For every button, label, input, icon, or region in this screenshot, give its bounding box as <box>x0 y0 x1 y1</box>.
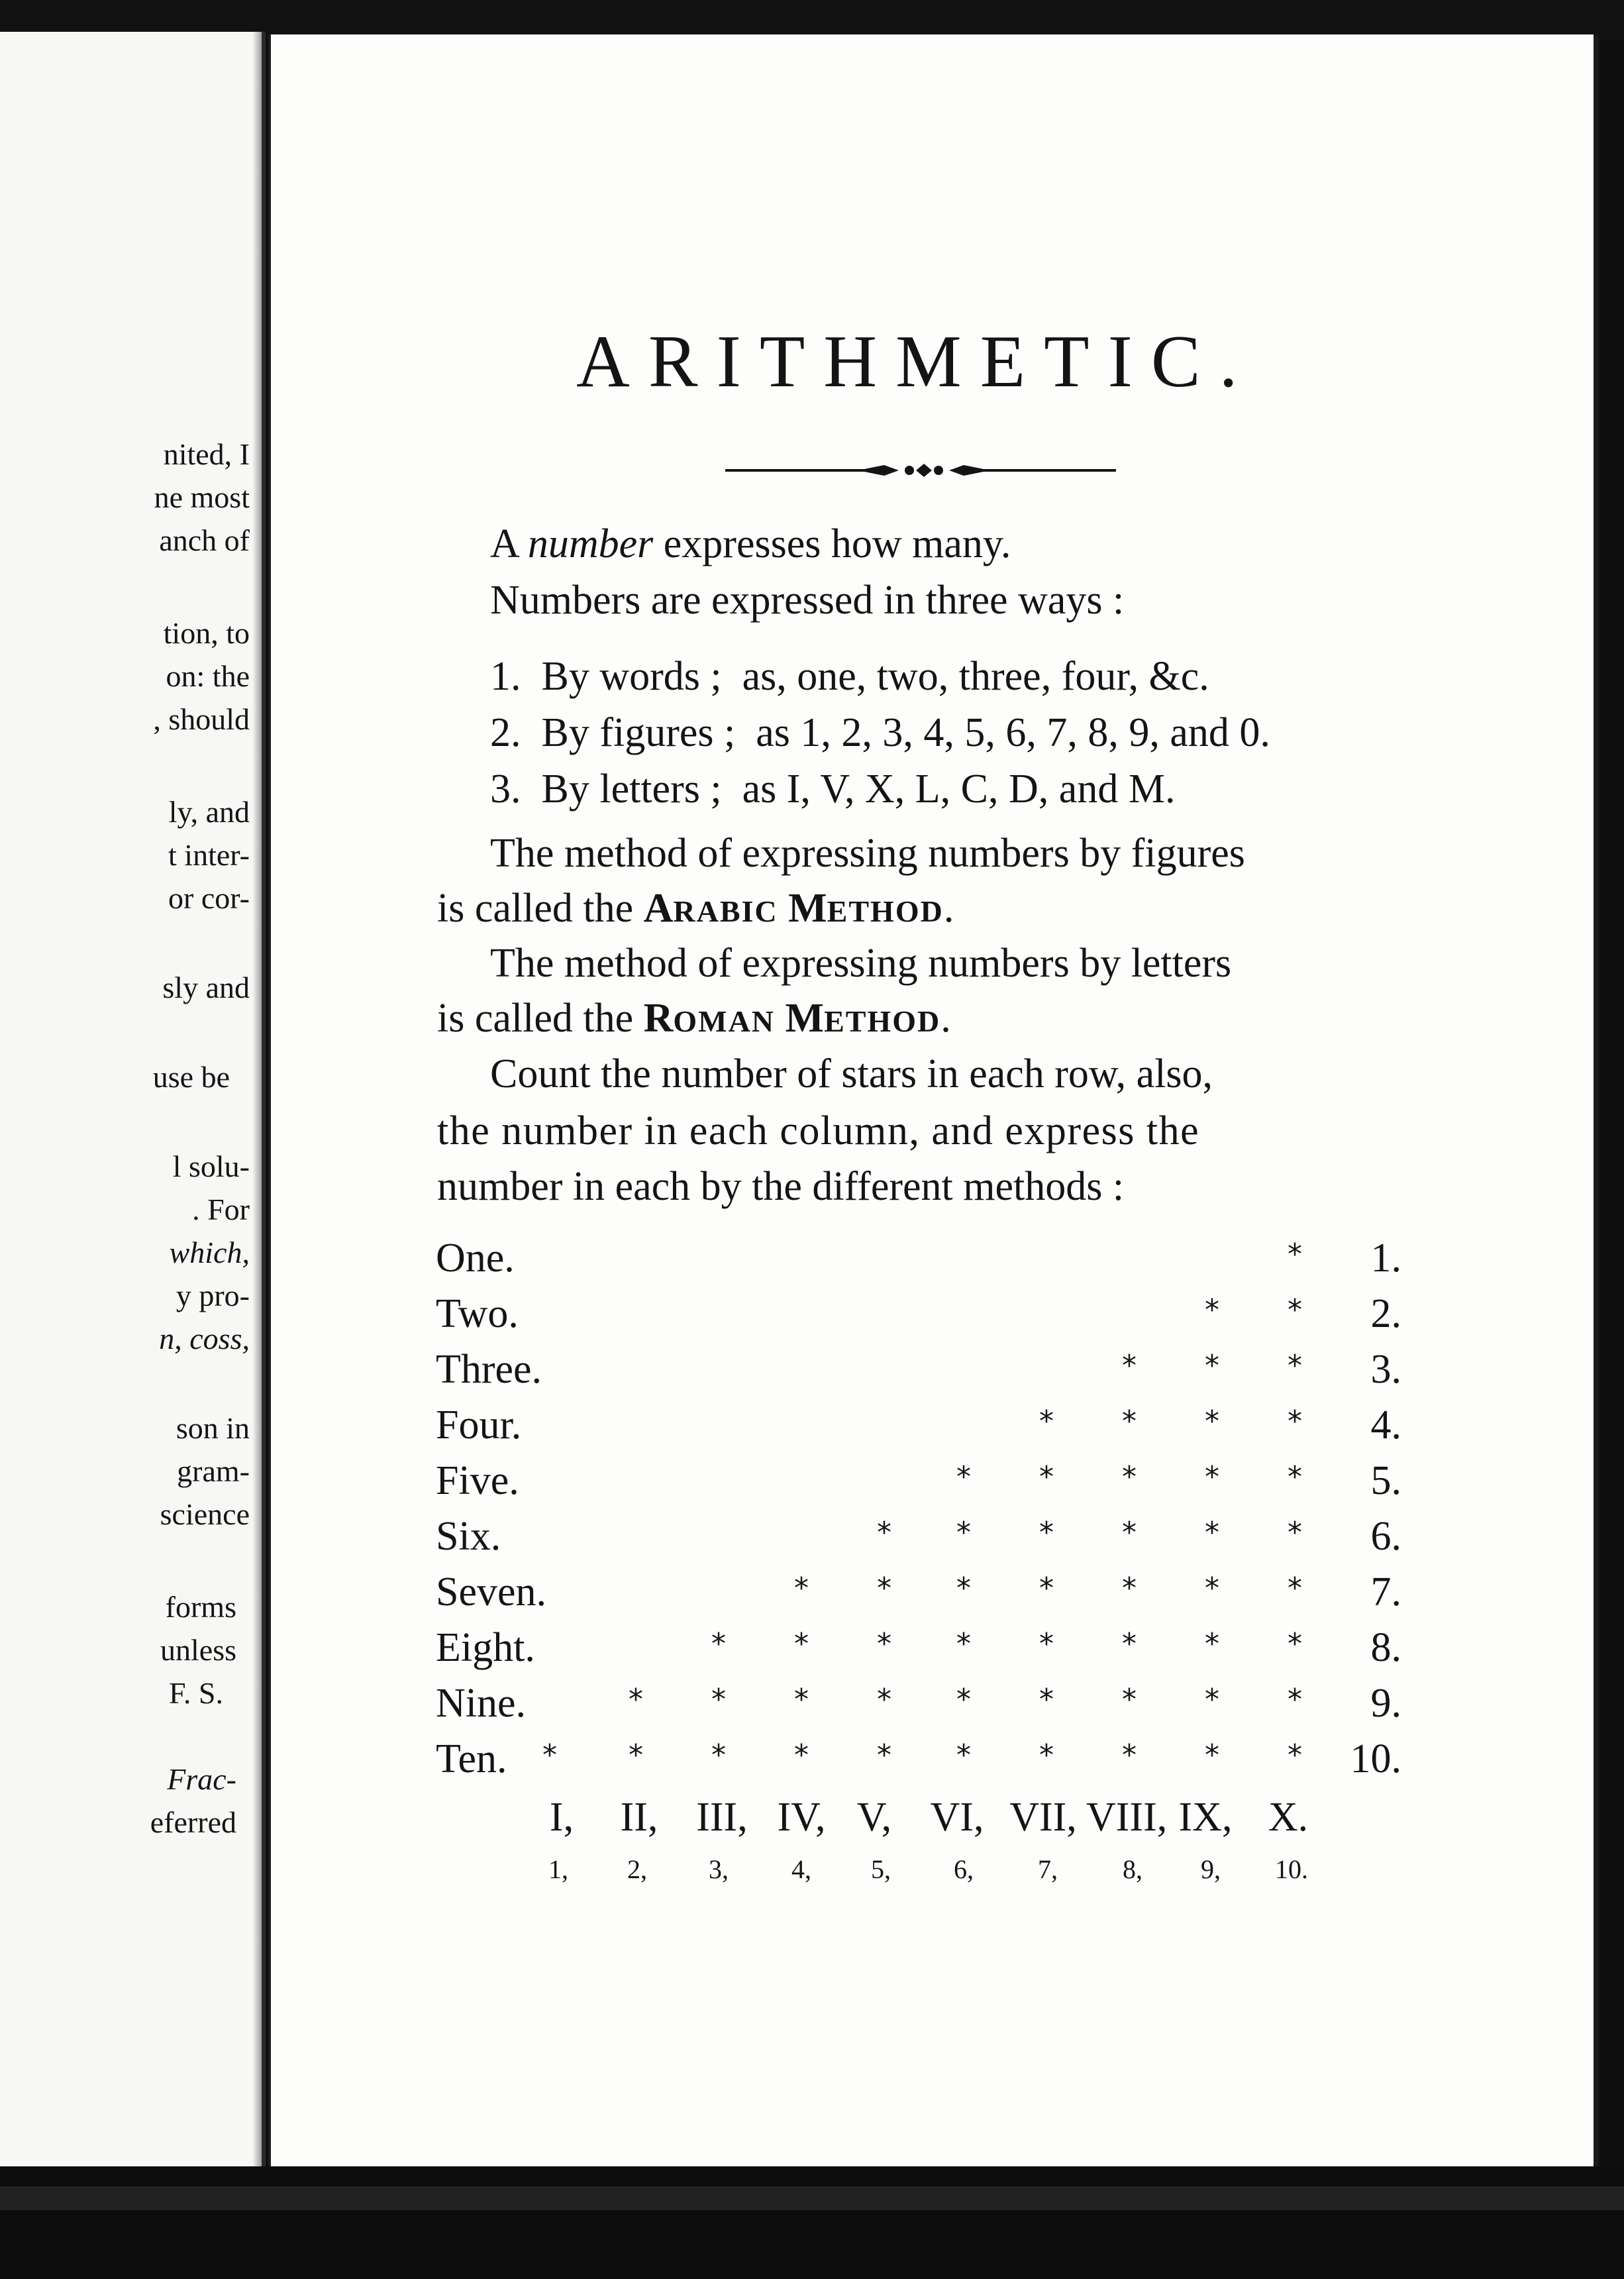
facing-page-line: anch of <box>159 523 250 557</box>
roman-numeral: X. <box>1268 1795 1309 1840</box>
star-mark: * <box>711 1738 726 1772</box>
roman-numeral: IX, <box>1178 1795 1233 1840</box>
star-mark: * <box>1122 1571 1137 1605</box>
para-text: is called the <box>437 996 644 1041</box>
row-number: 5. <box>1370 1458 1401 1503</box>
star-mark: * <box>1122 1460 1137 1494</box>
star-mark: * <box>1288 1349 1302 1383</box>
para-text: is called the <box>437 886 644 931</box>
roman-paragraph-line-2 <box>437 998 951 1039</box>
facing-page-line: or cor- <box>168 881 250 915</box>
paragraph-number-definition <box>490 523 1011 564</box>
star-mark: * <box>1288 1238 1302 1271</box>
small-caps-rest: ETHOD <box>827 894 944 928</box>
star-mark: * <box>1205 1460 1219 1494</box>
list-item-letters: 3. By letters ; as I, V, X, L, C, D, and M. <box>490 767 1176 812</box>
row-label: Six. <box>436 1514 501 1559</box>
star-mark: * <box>711 1627 726 1661</box>
star-mark: * <box>1122 1627 1137 1661</box>
star-mark: * <box>877 1571 891 1605</box>
small-caps-initial: M <box>785 996 825 1041</box>
star-mark: * <box>1288 1571 1302 1605</box>
facing-page-line: sly and <box>162 971 250 1004</box>
roman-numeral: VII, <box>1009 1795 1077 1840</box>
facing-page-line: science <box>160 1497 250 1531</box>
star-mark: * <box>1288 1516 1302 1550</box>
small-caps-initial: M <box>788 886 827 931</box>
row-label: Four. <box>436 1403 522 1448</box>
roman-paragraph-line-1: The method of expressing numbers by letters <box>490 941 1232 986</box>
row-number: 9. <box>1370 1681 1401 1726</box>
small-caps-rest: RABIC <box>673 894 778 928</box>
small-caps-rest: OMAN <box>673 1004 776 1038</box>
star-mark: * <box>1205 1571 1219 1605</box>
star-mark: * <box>1122 1516 1137 1550</box>
row-number: 1. <box>1370 1236 1401 1281</box>
star-mark: * <box>794 1738 809 1772</box>
star-mark: * <box>1205 1349 1219 1383</box>
arabic-numeral: 8, <box>1123 1854 1142 1884</box>
list-item-words: 1. By words ; as, one, two, three, four, &c. <box>490 654 1209 699</box>
star-mark: * <box>629 1738 643 1772</box>
facing-page-line: tion, to <box>163 616 250 650</box>
star-mark: * <box>1039 1571 1054 1605</box>
row-label: Ten. <box>436 1736 507 1781</box>
facing-page-line: ne most <box>154 480 250 514</box>
star-mark: * <box>1039 1683 1054 1717</box>
row-label: Three. <box>436 1347 542 1392</box>
star-mark: * <box>1205 1627 1219 1661</box>
facing-page-line: t inter- <box>168 838 250 872</box>
facing-page-line: unless <box>160 1633 236 1667</box>
star-mark: * <box>1039 1404 1054 1438</box>
star-mark: * <box>1039 1460 1054 1494</box>
star-mark: * <box>877 1683 891 1717</box>
facing-page-line: Frac- <box>167 1762 236 1796</box>
arabic-paragraph-line-1: The method of expressing numbers by figures <box>490 831 1245 876</box>
facing-page-line: , should <box>153 702 250 736</box>
star-mark: * <box>794 1571 809 1605</box>
row-label: One. <box>436 1236 515 1281</box>
facing-page-line: F. S. <box>169 1676 223 1710</box>
star-mark: * <box>1288 1460 1302 1494</box>
star-mark: * <box>1205 1738 1219 1772</box>
row-number: 7. <box>1370 1569 1401 1615</box>
small-caps-initial: R <box>643 996 674 1041</box>
star-mark: * <box>956 1738 971 1772</box>
star-mark: * <box>629 1683 643 1717</box>
star-mark: * <box>1288 1404 1302 1438</box>
arabic-numeral: 2, <box>627 1854 647 1884</box>
roman-numeral: IV, <box>777 1795 826 1840</box>
arabic-paragraph-line-2 <box>437 888 954 929</box>
star-mark: * <box>1039 1627 1054 1661</box>
facing-page-line: . For <box>192 1192 250 1226</box>
row-number: 10. <box>1350 1736 1401 1781</box>
page-title: ARITHMETIC. <box>576 321 1256 403</box>
arabic-numeral: 3, <box>709 1854 729 1884</box>
facing-page-line: ly, and <box>168 795 250 829</box>
row-label: Nine. <box>436 1681 527 1726</box>
star-mark: * <box>877 1627 891 1661</box>
star-mark: * <box>956 1571 971 1605</box>
roman-numeral: VIII, <box>1086 1795 1168 1840</box>
star-mark: * <box>794 1683 809 1717</box>
star-mark: * <box>1122 1738 1137 1772</box>
para-text: . <box>940 996 951 1041</box>
emphasis-number: number <box>527 521 654 566</box>
count-paragraph-line-2: the number in each column, and express the <box>437 1108 1200 1153</box>
para-text: expresses how many. <box>653 521 1011 566</box>
facing-page-line: on: the <box>166 659 250 693</box>
row-number: 8. <box>1370 1625 1401 1670</box>
star-mark: * <box>1205 1404 1219 1438</box>
row-label: Two. <box>436 1291 519 1336</box>
arabic-numeral: 6, <box>954 1854 974 1884</box>
star-mark: * <box>1122 1683 1137 1717</box>
row-number: 2. <box>1370 1291 1401 1336</box>
facing-page-line: nited, I <box>163 437 250 471</box>
row-number: 4. <box>1370 1403 1401 1448</box>
count-paragraph-line-3: number in each by the different methods : <box>437 1164 1125 1209</box>
row-label: Eight. <box>436 1625 535 1670</box>
star-mark: * <box>1205 1683 1219 1717</box>
scan-bottom-edge <box>0 2166 1624 2279</box>
facing-page-line: l solu- <box>172 1149 250 1183</box>
star-mark: * <box>956 1460 971 1494</box>
star-mark: * <box>1122 1404 1137 1438</box>
paragraph-three-ways: Numbers are expressed in three ways : <box>490 578 1125 623</box>
roman-numeral: V, <box>856 1795 892 1840</box>
roman-numeral: III, <box>696 1795 748 1840</box>
arabic-numeral: 4, <box>791 1854 811 1884</box>
star-mark: * <box>1288 1627 1302 1661</box>
small-caps-rest: ETHOD <box>824 1004 941 1038</box>
facing-page-line: use be <box>152 1060 230 1094</box>
roman-numeral: II, <box>620 1795 658 1840</box>
facing-page-line: y pro- <box>176 1279 250 1312</box>
row-number: 3. <box>1370 1347 1401 1392</box>
star-mark: * <box>877 1516 891 1550</box>
count-paragraph-line-1: Count the number of stars in each row, also, <box>490 1051 1213 1096</box>
list-item-figures: 2. By figures ; as 1, 2, 3, 4, 5, 6, 7, 8, 9, and 0. <box>490 710 1270 755</box>
small-caps-initial: A <box>643 886 674 931</box>
roman-numeral: I, <box>549 1795 574 1840</box>
arabic-numeral: 5, <box>871 1854 891 1884</box>
facing-page-line: eferred <box>150 1805 236 1839</box>
star-mark: * <box>877 1738 891 1772</box>
arabic-numeral: 10. <box>1275 1854 1308 1884</box>
facing-page-line: son in <box>176 1411 250 1445</box>
star-mark: * <box>956 1683 971 1717</box>
star-mark: * <box>1205 1516 1219 1550</box>
star-mark: * <box>1205 1293 1219 1327</box>
star-mark: * <box>1288 1683 1302 1717</box>
para-text: A <box>490 521 528 566</box>
facing-page-line: forms <box>165 1590 236 1624</box>
star-mark: * <box>1288 1738 1302 1772</box>
arabic-numeral: 1, <box>548 1854 568 1884</box>
row-label: Seven. <box>436 1569 547 1615</box>
row-label: Five. <box>436 1458 519 1503</box>
star-mark: * <box>1039 1516 1054 1550</box>
star-mark: * <box>794 1627 809 1661</box>
para-text: . <box>943 886 954 931</box>
star-mark: * <box>956 1516 971 1550</box>
arabic-numeral: 9, <box>1201 1854 1221 1884</box>
star-mark: * <box>1288 1293 1302 1327</box>
row-number: 6. <box>1370 1514 1401 1559</box>
star-mark: * <box>956 1627 971 1661</box>
star-mark: * <box>542 1738 557 1772</box>
facing-page-line: gram- <box>177 1454 250 1488</box>
star-mark: * <box>711 1683 726 1717</box>
star-mark: * <box>1039 1738 1054 1772</box>
facing-page-line: n, coss, <box>159 1322 250 1355</box>
roman-numeral: VI, <box>930 1795 984 1840</box>
arabic-numeral: 7, <box>1038 1854 1058 1884</box>
facing-page-line: which, <box>169 1236 250 1269</box>
star-mark: * <box>1122 1349 1137 1383</box>
title-ornament <box>725 457 1116 484</box>
